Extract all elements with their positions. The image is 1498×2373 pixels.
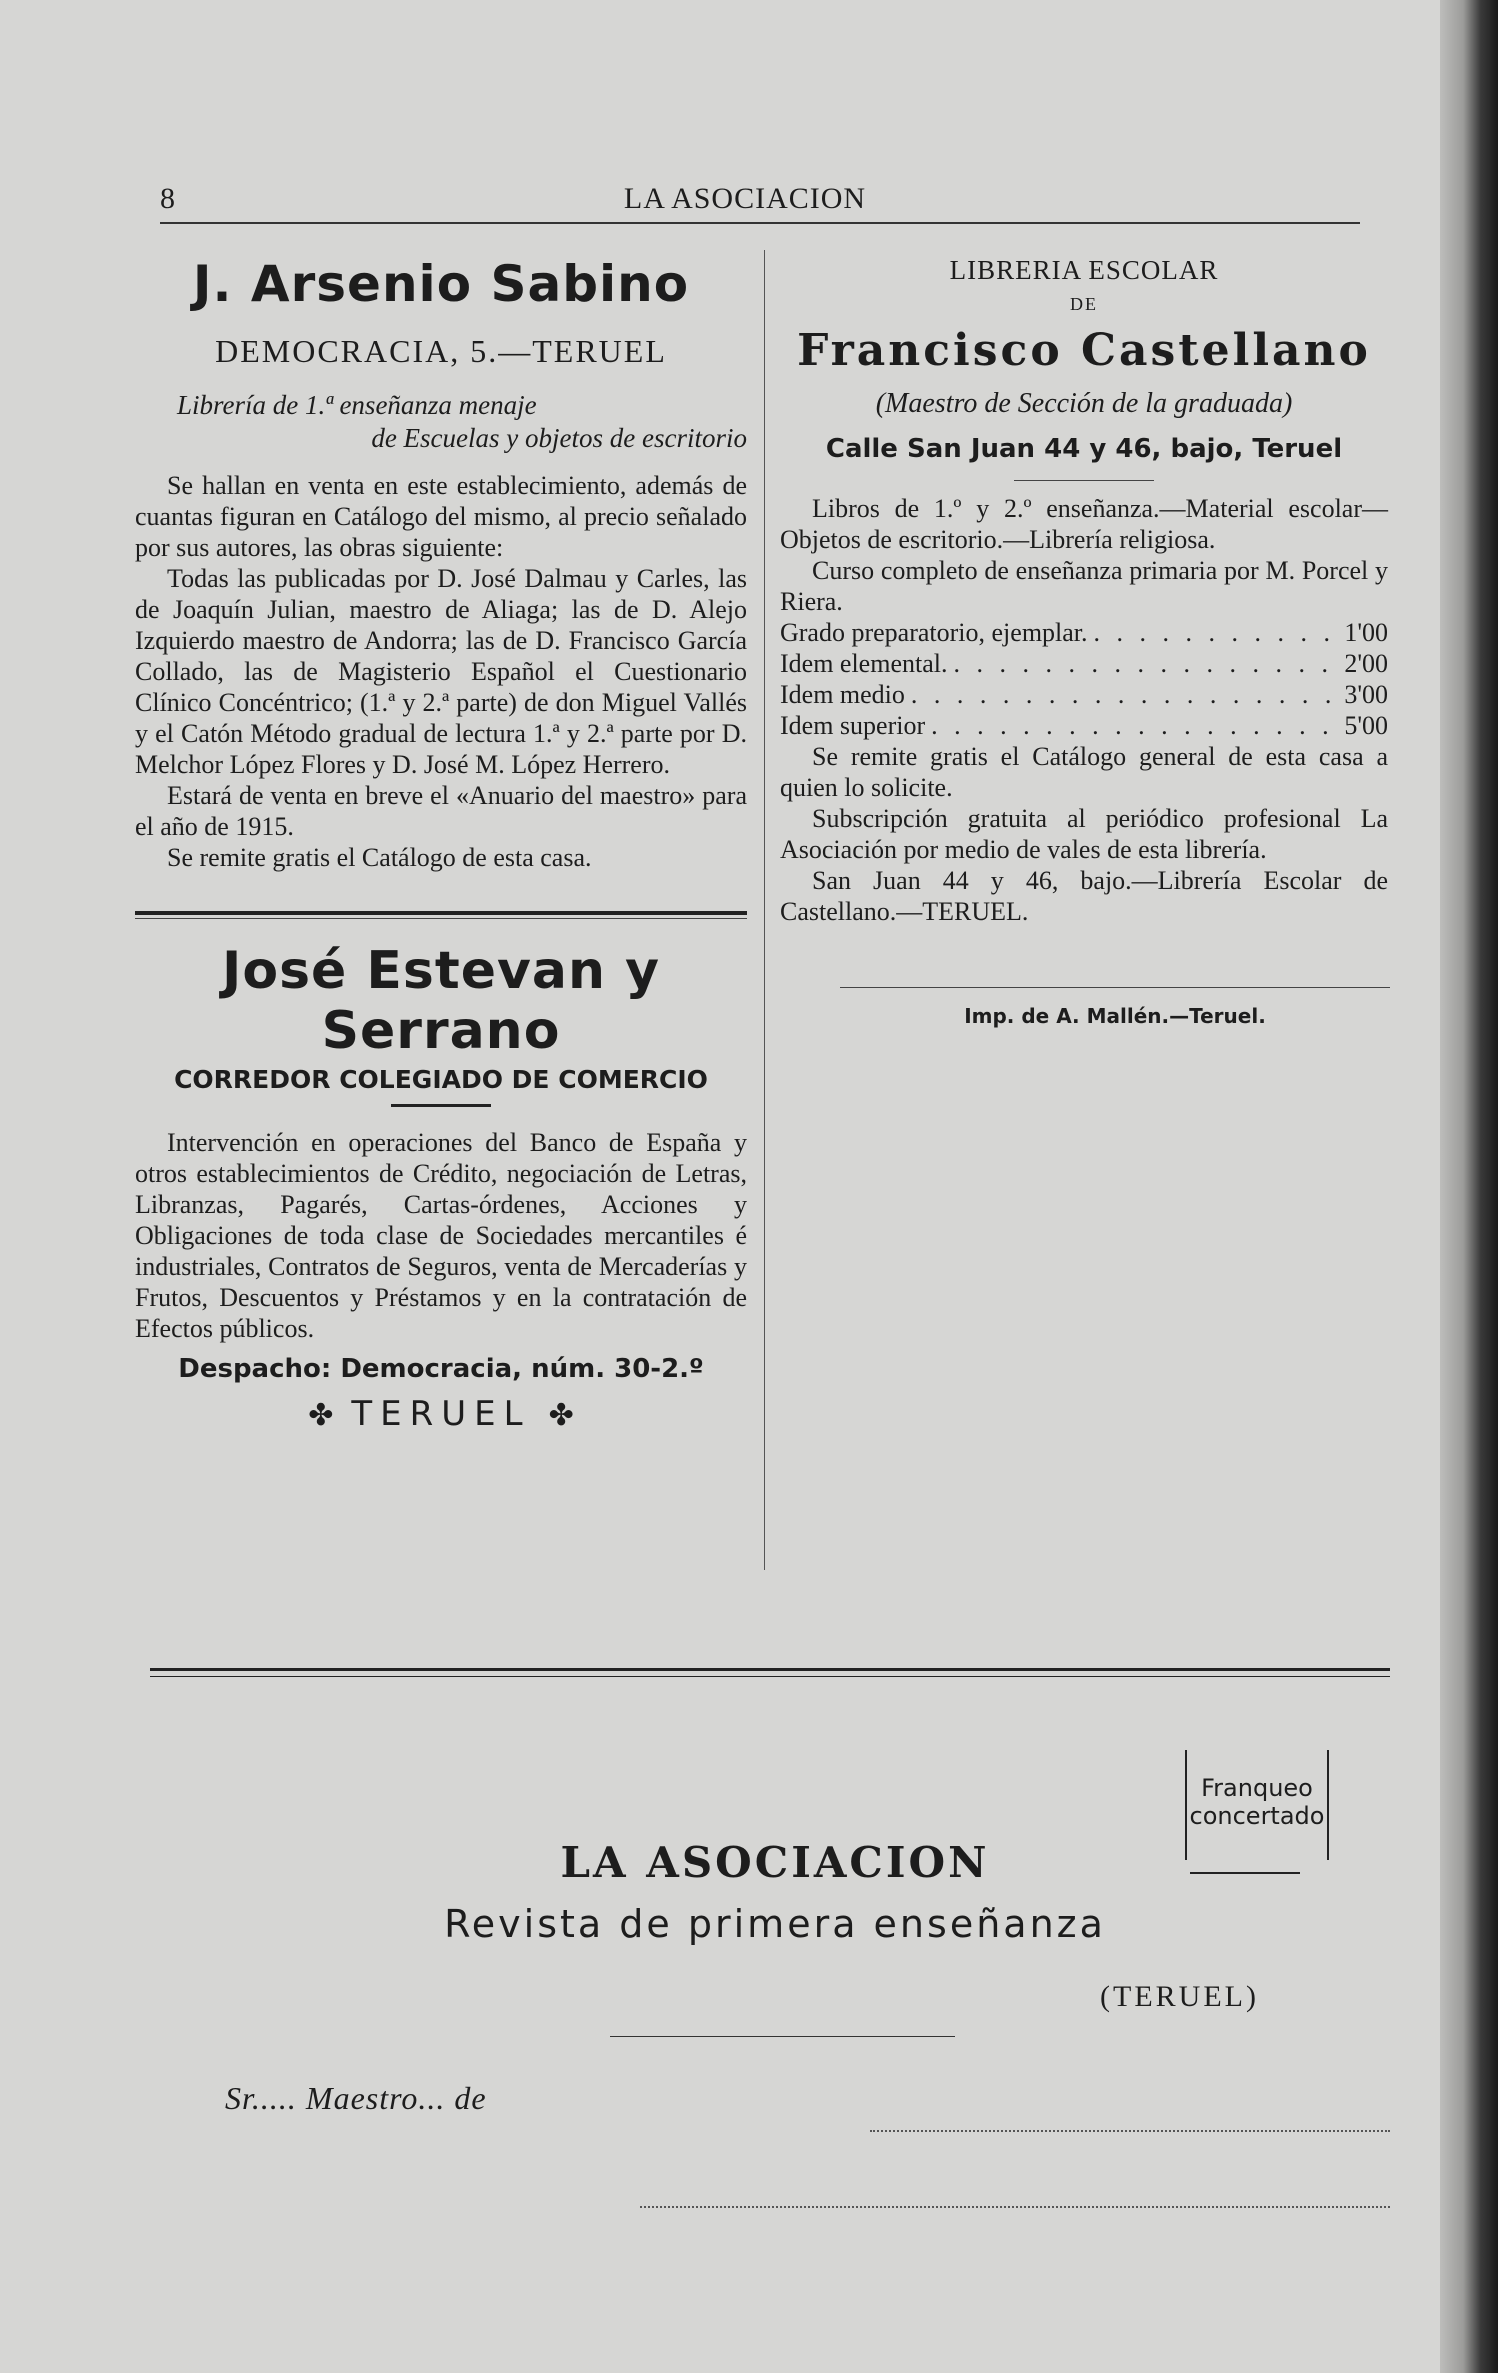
price-value: 3'00 bbox=[1344, 680, 1388, 709]
libreria-paragraph-1: Libros de 1.º y 2.º enseñanza.—Material escolar—Objetos de escritorio.—Librería religiosa. bbox=[780, 494, 1388, 554]
franqueo-line-1: Franqueo bbox=[1201, 1774, 1313, 1802]
leader-dots bbox=[953, 648, 1338, 679]
section-rule-thin bbox=[135, 918, 747, 919]
price-row bbox=[780, 617, 1388, 648]
libreria-body bbox=[780, 493, 1388, 617]
price-label: Idem superior bbox=[780, 711, 926, 740]
mailer-rule-thick bbox=[150, 1668, 1390, 1671]
mailer-rule-thin bbox=[150, 1676, 1390, 1677]
estevan-city: TERUEL bbox=[351, 1394, 531, 1434]
arsenio-title: J. Arsenio Sabino bbox=[192, 255, 690, 313]
leader-dots bbox=[1094, 617, 1339, 648]
arsenio-ad bbox=[135, 255, 747, 873]
estevan-ad bbox=[135, 941, 747, 1434]
imprenta-line: Imp. de A. Mallén.—Teruel. bbox=[964, 1004, 1266, 1028]
price-row bbox=[780, 679, 1388, 710]
leader-dots bbox=[911, 679, 1338, 710]
price-label: Idem medio bbox=[780, 680, 905, 709]
page-number: 8 bbox=[160, 182, 175, 215]
mailer-title: LA ASOCIACION bbox=[560, 1838, 990, 1887]
ornament-icon: ✤ bbox=[548, 1398, 574, 1433]
mailer-subtitle: Revista de primera enseñanza bbox=[444, 1902, 1106, 1946]
page-edge-shadow bbox=[1440, 0, 1498, 2373]
price-value: 2'00 bbox=[1344, 649, 1388, 678]
arsenio-address: DEMOCRACIA, 5.—TERUEL bbox=[215, 333, 667, 369]
libreria-heading: LIBRERIA ESCOLAR bbox=[949, 255, 1219, 285]
estevan-short-rule bbox=[391, 1104, 491, 1107]
running-head-rule bbox=[160, 222, 1360, 224]
estevan-title: José Estevan y Serrano bbox=[222, 941, 660, 1061]
price-value: 1'00 bbox=[1344, 618, 1388, 647]
price-row bbox=[780, 648, 1388, 679]
imprenta-rule bbox=[840, 987, 1390, 988]
libreria-name: Francisco Castellano bbox=[797, 325, 1371, 376]
libreria-body-2 bbox=[780, 741, 1388, 927]
column-divider bbox=[764, 250, 765, 1570]
libreria-paragraph-2: Curso completo de enseñanza primaria por M. Porcel y Riera. bbox=[780, 556, 1388, 616]
libreria-paragraph-3: Se remite gratis el Catálogo general de esta casa a quien lo solicite. bbox=[780, 742, 1388, 802]
arsenio-body bbox=[135, 470, 747, 873]
left-column bbox=[135, 255, 747, 1434]
price-value: 5'00 bbox=[1344, 711, 1388, 740]
arsenio-paragraph-3: Estará de venta en breve el «Anuario del maestro» para el año de 1915. bbox=[135, 781, 747, 841]
running-head-title: LA ASOCIACION bbox=[623, 182, 867, 215]
section-rule-thick bbox=[135, 911, 747, 915]
franqueo-line-2: concertado bbox=[1189, 1802, 1325, 1830]
leader-dots bbox=[931, 710, 1338, 741]
libreria-paragraph-4: Subscripción gratuita al periódico profesional La Asociación por medio de vales de esta librería. bbox=[780, 804, 1388, 864]
price-list bbox=[780, 617, 1388, 741]
mailer-city: (TERUEL) bbox=[1100, 1980, 1259, 2013]
libreria-paragraph-5: San Juan 44 y 46, bajo.—Librería Escolar de Castellano.—TERUEL. bbox=[780, 866, 1388, 926]
libreria-heading-de: DE bbox=[1070, 294, 1098, 314]
price-row bbox=[780, 710, 1388, 741]
libreria-mid-rule bbox=[1014, 480, 1154, 481]
address-rule-3 bbox=[640, 2206, 1390, 2208]
estevan-city-line bbox=[135, 1394, 747, 1434]
libreria-subtitle: (Maestro de Sección de la graduada) bbox=[875, 388, 1293, 419]
price-label: Grado preparatorio, ejemplar. bbox=[780, 618, 1088, 647]
arsenio-paragraph-4: Se remite gratis el Catálogo de esta casa. bbox=[167, 843, 592, 872]
arsenio-paragraph-1: Se hallan en venta en este establecimiento, además de cuantas figuran en Catálogo del mismo, al precio señalado por sus autores, las obras siguiente: bbox=[135, 471, 747, 562]
arsenio-subtitle-line1: Librería de 1.ª enseñanza menaje bbox=[177, 390, 537, 420]
ornament-icon: ✤ bbox=[308, 1398, 334, 1433]
arsenio-paragraph-2: Todas las publicadas por D. José Dalmau y Carles, las de Joaquín Julian, maestro de Aliaga; las de D. Alejo Izquierdo maestro de Andorra; las de D. Francisco García Collado, las de Magisterio Español el Cuestionario Clínico Concéntrico; (1.ª y 2.ª parte) de don Miguel Vallés y el Catón Método gradual de lectura 1.ª y 2.ª parte por D. Melchor López Flores y D. José M. López Herrero. bbox=[135, 564, 747, 779]
address-rule-1 bbox=[610, 2036, 955, 2037]
addressee-line: Sr..... Maestro... de bbox=[225, 2080, 487, 2116]
price-label: Idem elemental. bbox=[780, 649, 948, 678]
address-rule-2 bbox=[870, 2130, 1390, 2132]
libreria-address: Calle San Juan 44 y 46, bajo, Teruel bbox=[825, 434, 1343, 464]
running-head bbox=[130, 182, 1360, 222]
estevan-body: Intervención en operaciones del Banco de España y otros establecimientos de Crédito, negociación de Letras, Libranzas, Pagarés, Cartas-órdenes, Acciones y Obligaciones de toda clase de Sociedades mercantiles é industriales, Contratos de Seguros, venta de Mercaderías y Frutos, Descuentos y Préstamos y en la contratación de Efectos públicos. bbox=[135, 1128, 747, 1343]
libreria-ad bbox=[780, 255, 1388, 1028]
arsenio-subtitle-line2: de Escuelas y objetos de escritorio bbox=[371, 423, 747, 453]
estevan-subtitle: CORREDOR COLEGIADO DE COMERCIO bbox=[174, 1065, 708, 1094]
right-column bbox=[780, 255, 1388, 1028]
estevan-despacho: Despacho: Democracia, núm. 30-2.º bbox=[178, 1354, 704, 1384]
